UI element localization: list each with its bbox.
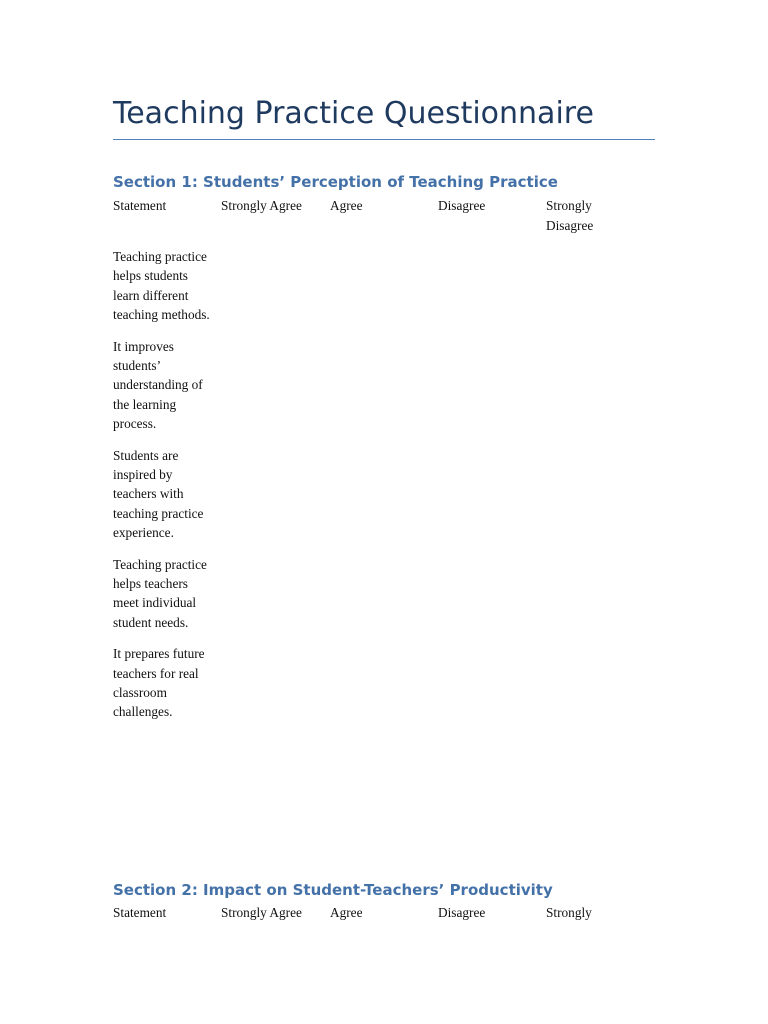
column-header-disagree: Disagree <box>438 198 486 213</box>
column-header-agree: Agree <box>330 905 363 920</box>
column-header-strongly-disagree: Strongly Disagree <box>546 198 594 233</box>
column-header-strongly: Strongly <box>546 905 592 920</box>
statement-row: Students are inspired by teachers with teaching practice experience. <box>113 447 204 540</box>
section-1-heading: Section 1: Students’ Perception of Teaching Practice <box>113 173 558 191</box>
statement-row: It prepares future teachers for real classroom challenges. <box>113 646 205 720</box>
column-header-statement: Statement <box>113 905 167 920</box>
section-1-statement-list <box>113 247 213 734</box>
column-header-agree: Agree <box>330 198 363 213</box>
statement-row: It improves students’ understanding of the learning process. <box>113 338 203 431</box>
statement-row: Teaching practice helps students learn different teaching methods. <box>113 249 210 322</box>
column-header-strongly-agree: Strongly Agree <box>221 905 302 920</box>
title-underline <box>113 139 655 140</box>
statement-row: Teaching practice helps teachers meet individual student needs. <box>113 556 207 630</box>
column-header-statement: Statement <box>113 198 167 213</box>
section-2-heading: Section 2: Impact on Student-Teachers’ Productivity <box>113 881 553 899</box>
column-header-strongly-agree: Strongly Agree <box>221 198 302 213</box>
column-header-disagree: Disagree <box>438 905 486 920</box>
document-title: Teaching Practice Questionnaire <box>113 96 594 131</box>
